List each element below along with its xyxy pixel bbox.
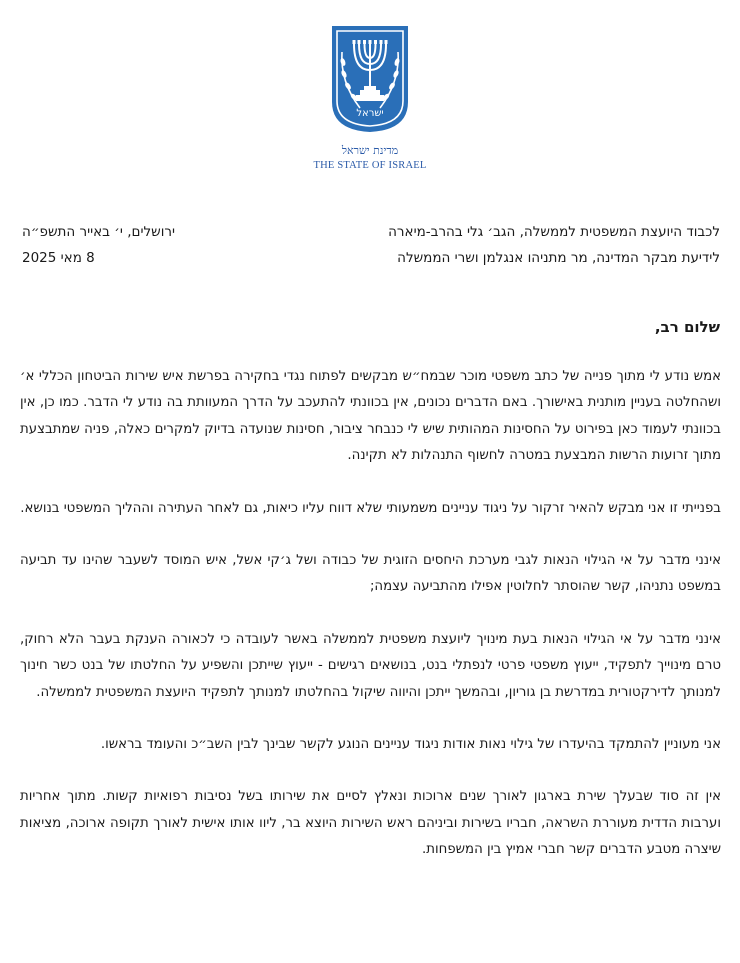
paragraph: אני מעוניין להתמקד בהיעדרו של גילוי נאות אודות ניגוד עניינים הנוגע לקשר שבינך לבין השב״כ והעומד בראשו. bbox=[100, 737, 721, 753]
header-row-cc bbox=[22, 245, 720, 271]
hebrew-date: ירושלים, י׳ באייר התשפ״ה bbox=[22, 224, 176, 240]
letterhead bbox=[0, 22, 740, 171]
state-name-hebrew: מדינת ישראל bbox=[341, 144, 399, 157]
paragraph: אינני מדבר על אי הגילוי הנאות לגבי מערכת היחסים הזוגית של כבודה ושל ג׳קי אשל, איש המוסד לשעבר שהינו עד תביעה במשפט נתניהו, קשר שהוסתר לחלוטין אפילו מהתביעה עצמה; bbox=[20, 553, 721, 595]
paragraph: אינני מדבר על אי הגילוי הנאות בעת מינויך ליועצת משפטית לממשלה באשר לעובדה כי לכאורה הענקת בעבר הלא רחוק, טרם מינוייך לתפקיד, ייעוץ משפטי פרטי לנפתלי בנט, בנושאים רגישים - ייעוץ שייתכן והשפיע על החלטתו של בנט כשר חינוך למנותך לדירקטורית במדרשת בן גוריון, ובהמשך ייתכן והיווה שיקול בהחלטתו למנותך לתפקיד היועצת המשפטית לממשלה. bbox=[20, 631, 721, 700]
gregorian-date: 8 מאי 2025 bbox=[22, 250, 95, 266]
header-row-recipient bbox=[22, 219, 720, 245]
letter-header bbox=[22, 219, 720, 271]
letter-body bbox=[20, 364, 721, 890]
paragraph: בפנייתי זו אני מבקש להאיר זרקור על ניגוד עניינים משמעותי שלא דווח עליו כיאות, גם לאחר העתירה וההליך המשפטי בנושא. bbox=[20, 500, 721, 516]
paragraph: אמש נודע לי מתוך פנייה של כתב משפטי מוכר שבמח״ש מבקשים לפתוח נגדי בחקירה בפרשת איש שירות הביטחון הכללי א׳ ושהחלטה בעניין מותנית באישורך. באם הדברים נכונים, אין בכוונתי להתעכב על הדרך המעוותת בה נודע לי הדבר. כמו כן, אין בכוונתי לעמוד כאן בפירוט על החסינות המהותית שיש לי כנבחר ציבור, חסינות שנועדה בדיוק למקרים כאלה, פניה שמתבצעת מתוך זרועות הרשות המבצעת במטרה לחשוף התנהלות לא תקינה. bbox=[20, 369, 721, 464]
emblem-inscription: ישראל bbox=[356, 108, 384, 119]
state-emblem-icon bbox=[326, 22, 414, 134]
recipient-line: לכבוד היועצת המשפטית לממשלה, הגב׳ גלי בהרב-מיארה bbox=[388, 224, 720, 240]
greeting: שלום רב, bbox=[654, 318, 720, 336]
state-name-english: THE STATE OF ISRAEL bbox=[313, 160, 427, 171]
paragraph: אין זה סוד שבעלך שירת בארגון לאורך שנים ארוכות ונאלץ לסיים את שירותו בשל נסיבות רפואיות קשות. מתוך אחריות וערבות הדדית מעוררת השראה, חבריו בשירות וביניהם ראש השירות היוצא בר, ליוו אותו אישית לאורך תקופה ארוכה, מציאות שיצרה מטבע הדברים קשר חברי אמיץ בין המשפחות. bbox=[20, 789, 721, 858]
cc-line: לידיעת מבקר המדינה, מר מתניהו אנגלמן ושרי הממשלה bbox=[397, 250, 720, 266]
